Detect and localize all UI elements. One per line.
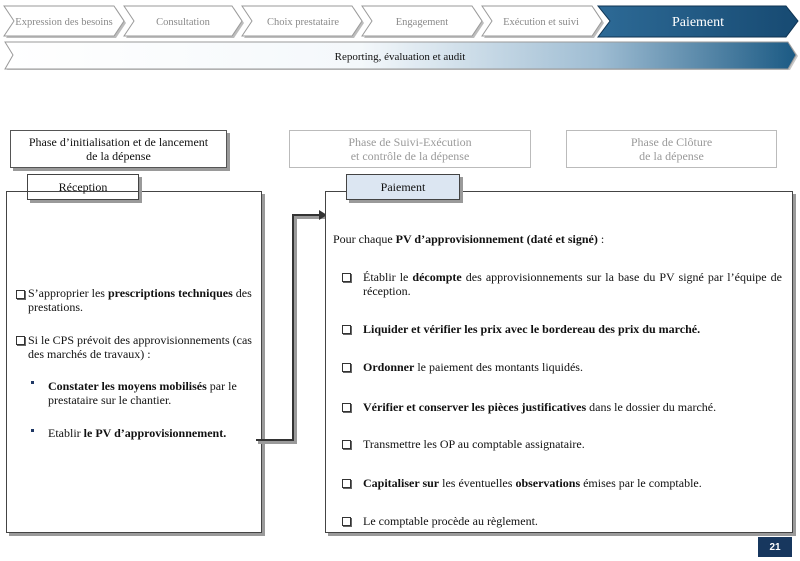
right-item-4: Vérifier et conserver les pièces justificatives dans le dossier du marché. (363, 400, 717, 414)
right-intro: Pour chaque PV d’approvisionnement (daté et signé) : (333, 232, 605, 246)
reception-label: Réception (27, 174, 139, 200)
step-label: Expression des besoins (15, 17, 113, 28)
checkbox-icon (16, 336, 25, 345)
checkbox-icon (342, 440, 351, 449)
right-item-2: Liquider et vérifier les prix avec le bordereau des prix du marché. (363, 322, 701, 336)
phase-init-line1: Phase d’initialisation et de lancement (28, 135, 209, 149)
checkbox-icon (16, 290, 25, 299)
step-label: Choix prestataire (266, 17, 340, 28)
phase-suivi-line1: Phase de Suivi-Exécution (348, 135, 472, 149)
checkbox-icon (342, 517, 351, 526)
step-label: Exécution et suivi (503, 17, 579, 28)
right-item-7: Le comptable procède au règlement. (363, 514, 538, 528)
bullet-icon (31, 381, 34, 384)
checkbox-icon (342, 273, 351, 282)
right-item-1: Établir le décompte des approvisionnements sur la base du PV signé par l’équipe de réception. (363, 270, 782, 298)
checkbox-icon (342, 325, 351, 334)
step-label: Consultation (156, 17, 210, 28)
left-item-2: Si le CPS prévoit des approvisionnements (cas des marchés de travaux) : (28, 333, 252, 361)
left-subitem-2: Etablir le PV d’approvisionnement. (48, 426, 227, 440)
right-item-3: Ordonner le paiement des montants liquidés. (363, 360, 583, 374)
phase-suivi-line2: et contrôle de la dépense (350, 149, 470, 163)
reception-panel (6, 191, 262, 533)
phase-suivi-box (289, 130, 531, 168)
checkbox-icon (342, 479, 351, 488)
step-label-active: Paiement (671, 15, 725, 30)
phase-cloture-line1: Phase de Clôture (630, 135, 713, 149)
right-item-6: Capitaliser sur les éventuelles observations émises par le comptable. (363, 476, 702, 490)
page-number: 21 (758, 537, 792, 557)
left-item-1: S’approprier les prescriptions techniques des prestations. (28, 286, 252, 314)
reporting-banner-label: Reporting, évaluation et audit (334, 51, 466, 63)
left-subitem-1: Constater les moyens mobilisés par le prestataire sur le chantier. (48, 379, 237, 407)
checkbox-icon (342, 363, 351, 372)
paiement-label: Paiement (346, 174, 460, 200)
bullet-icon (31, 429, 34, 432)
phase-cloture-line2: de la dépense (639, 149, 704, 163)
step-label: Engagement (395, 17, 449, 28)
phase-cloture-box (566, 130, 777, 168)
right-item-5: Transmettre les OP au comptable assignataire. (363, 437, 585, 451)
phase-init-box (10, 130, 227, 168)
phase-init-line2: de la dépense (86, 149, 151, 163)
checkbox-icon (342, 403, 351, 412)
connector-arrow (255, 205, 330, 445)
